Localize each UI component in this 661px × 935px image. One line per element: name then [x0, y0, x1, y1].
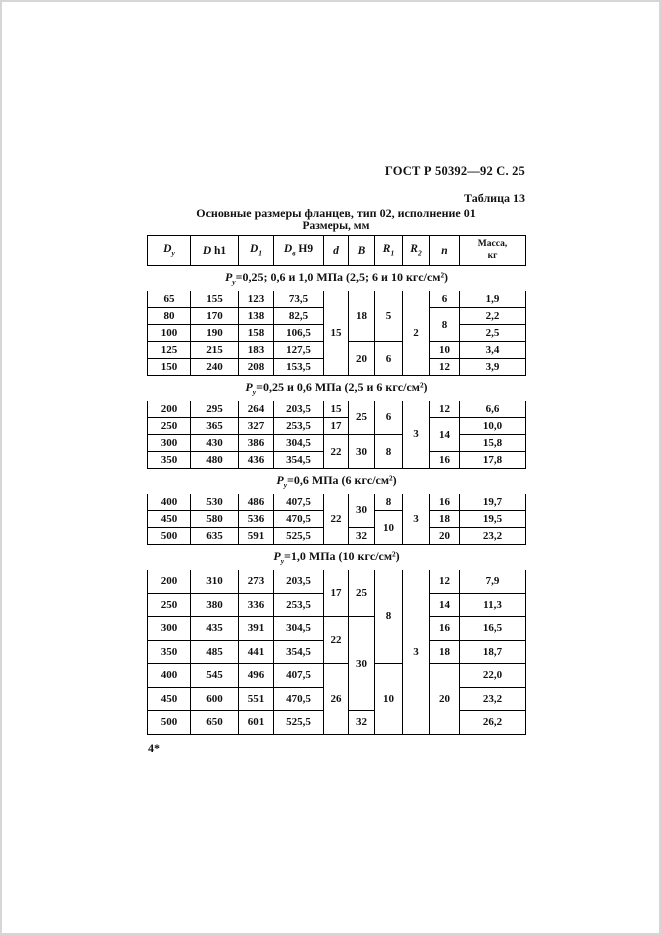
table-row	[148, 494, 526, 511]
table-cell: 32	[349, 711, 375, 735]
table-cell: 400	[148, 494, 191, 511]
table-cell: 190	[191, 325, 239, 342]
table-cell: 170	[191, 308, 239, 325]
table-cell: 300	[148, 617, 191, 641]
table-cell: 2,5	[460, 325, 526, 342]
table-cell: 17	[324, 570, 349, 617]
table-cell: 16	[430, 617, 460, 641]
table-cell: 580	[191, 511, 239, 528]
table-cell: 480	[191, 452, 239, 469]
table-row	[148, 570, 526, 594]
table-cell: 16,5	[460, 617, 526, 641]
table-cell: 400	[148, 664, 191, 688]
table-cell: 525,5	[274, 711, 324, 735]
table-cell: 82,5	[274, 308, 324, 325]
table-cell: 525,5	[274, 528, 324, 545]
table-cell: 30	[349, 494, 375, 528]
table-cell: 22	[324, 435, 349, 469]
table-cell: 20	[430, 528, 460, 545]
table-cell: 310	[191, 570, 239, 594]
table-cell: 470,5	[274, 687, 324, 711]
table-cell: 200	[148, 401, 191, 418]
table-cell: 386	[239, 435, 274, 452]
table-cell: 253,5	[274, 593, 324, 617]
table-cell: 5	[375, 291, 403, 342]
table-cell: 183	[239, 342, 274, 359]
table-cell: 22	[324, 617, 349, 664]
table-row	[148, 418, 526, 435]
table-cell: 500	[148, 528, 191, 545]
table-cell: 19,5	[460, 511, 526, 528]
table-cell: 300	[148, 435, 191, 452]
column-header: B	[349, 236, 375, 266]
table-cell: 240	[191, 359, 239, 376]
table-cell: 8	[375, 494, 403, 511]
section-title-row	[148, 376, 526, 401]
table-cell: 591	[239, 528, 274, 545]
table-cell: 26,2	[460, 711, 526, 735]
table-cell: 106,5	[274, 325, 324, 342]
table-cell: 14	[430, 593, 460, 617]
table-section	[148, 266, 526, 376]
column-header: d	[324, 236, 349, 266]
table-cell: 430	[191, 435, 239, 452]
table-cell: 158	[239, 325, 274, 342]
table-cell: 17,8	[460, 452, 526, 469]
table-cell: 8	[375, 435, 403, 469]
section-title-row	[148, 469, 526, 494]
table-cell: 6	[375, 342, 403, 376]
table-cell: 295	[191, 401, 239, 418]
table-cell: 1,9	[460, 291, 526, 308]
table-cell: 16	[430, 452, 460, 469]
table-cell: 253,5	[274, 418, 324, 435]
table-cell: 11,3	[460, 593, 526, 617]
section-title: $P_у=0,25$; 0,6 и 1,0 МПа (2,5; 6 и 10 кгс/см²)	[224, 270, 449, 287]
table-cell: 250	[148, 593, 191, 617]
table-cell: 3	[403, 401, 430, 469]
table-cell: 10	[375, 511, 403, 545]
section-title: $P_у=0,6$ МПа (6 кгс/см²)	[276, 473, 397, 490]
table-cell: 22,0	[460, 664, 526, 688]
column-header: D h1	[191, 236, 239, 266]
table-header	[148, 236, 526, 266]
table-cell: 18,7	[460, 640, 526, 664]
signature-mark: 4*	[148, 741, 160, 755]
table-cell: 3,9	[460, 359, 526, 376]
table-cell: 354,5	[274, 640, 324, 664]
table-cell: 123	[239, 291, 274, 308]
document-reference: ГОСТ Р 50392—92 С. 25	[384, 164, 525, 178]
table-row	[148, 664, 526, 688]
section-title-row	[148, 266, 526, 291]
table-section	[148, 469, 526, 545]
table-cell: 18	[430, 511, 460, 528]
table-cell: 380	[191, 593, 239, 617]
table-cell: 10	[430, 342, 460, 359]
table-cell: 600	[191, 687, 239, 711]
table-row	[148, 435, 526, 452]
table-cell: 3	[403, 570, 430, 735]
table-cell: 15	[324, 291, 349, 376]
dimensions-table	[147, 235, 526, 735]
table-section	[148, 545, 526, 735]
table-cell: 486	[239, 494, 274, 511]
table-cell: 264	[239, 401, 274, 418]
column-header: $D_в$ H9	[274, 236, 324, 266]
table-cell: 327	[239, 418, 274, 435]
table-cell: 12	[430, 359, 460, 376]
table-cell: 25	[349, 401, 375, 435]
table-section	[148, 376, 526, 469]
table-cell: 601	[239, 711, 274, 735]
table-number-label: Таблица 13	[464, 191, 525, 205]
table-cell: 635	[191, 528, 239, 545]
table-cell: 215	[191, 342, 239, 359]
table-cell: 2,2	[460, 308, 526, 325]
section-title-row	[148, 545, 526, 570]
table-cell: 6	[430, 291, 460, 308]
table-cell: 65	[148, 291, 191, 308]
table-cell: 150	[148, 359, 191, 376]
table-cell: 304,5	[274, 435, 324, 452]
table-cell: 407,5	[274, 494, 324, 511]
table-cell: 18	[430, 640, 460, 664]
table-cell: 80	[148, 308, 191, 325]
column-header: $D_1$	[239, 236, 274, 266]
table-cell: 10,0	[460, 418, 526, 435]
table-cell: 273	[239, 570, 274, 594]
column-header: $D_у$	[148, 236, 191, 266]
column-header: $R_2$	[403, 236, 430, 266]
table-cell: 15,8	[460, 435, 526, 452]
table-cell: 450	[148, 687, 191, 711]
table-row	[148, 401, 526, 418]
table-cell: 545	[191, 664, 239, 688]
table-cell: 15	[324, 401, 349, 418]
table-cell: 138	[239, 308, 274, 325]
table-cell: 155	[191, 291, 239, 308]
table-cell: 19,7	[460, 494, 526, 511]
table-cell: 17	[324, 418, 349, 435]
table-cell: 496	[239, 664, 274, 688]
table-cell: 23,2	[460, 687, 526, 711]
table-cell: 6,6	[460, 401, 526, 418]
table-cell: 530	[191, 494, 239, 511]
table-cell: 336	[239, 593, 274, 617]
table-cell: 304,5	[274, 617, 324, 641]
table-cell: 500	[148, 711, 191, 735]
table-cell: 153,5	[274, 359, 324, 376]
table-cell: 435	[191, 617, 239, 641]
page-title: Основные размеры фланцев, тип 02, исполнение 01	[196, 206, 476, 220]
table-cell: 536	[239, 511, 274, 528]
table-cell: 25	[349, 570, 375, 617]
table-cell: 200	[148, 570, 191, 594]
table-cell: 73,5	[274, 291, 324, 308]
table-cell: 203,5	[274, 401, 324, 418]
table-cell: 470,5	[274, 511, 324, 528]
table-cell: 391	[239, 617, 274, 641]
table-cell: 436	[239, 452, 274, 469]
table-cell: 551	[239, 687, 274, 711]
column-header: n	[430, 236, 460, 266]
table-cell: 450	[148, 511, 191, 528]
table-cell: 485	[191, 640, 239, 664]
table-cell: 8	[375, 570, 403, 664]
table-cell: 12	[430, 401, 460, 418]
section-title: $P_у=1,0$ МПа (10 кгс/см²)	[273, 549, 400, 566]
table-cell: 350	[148, 452, 191, 469]
table-cell: 23,2	[460, 528, 526, 545]
table-cell: 7,9	[460, 570, 526, 594]
table-cell: 350	[148, 640, 191, 664]
section-title: $P_у=0,25$ и 0,6 МПа (2,5 и 6 кгс/см²)	[245, 380, 428, 397]
table-cell: 125	[148, 342, 191, 359]
table-cell: 650	[191, 711, 239, 735]
table-cell: 30	[349, 435, 375, 469]
table-cell: 10	[375, 664, 403, 735]
column-header: Масса, кг	[460, 236, 526, 266]
table-cell: 354,5	[274, 452, 324, 469]
table-cell: 18	[349, 291, 375, 342]
table-cell: 12	[430, 570, 460, 594]
table-row	[148, 291, 526, 308]
table-cell: 8	[430, 308, 460, 342]
table-cell: 365	[191, 418, 239, 435]
header-row	[148, 236, 526, 266]
table-cell: 6	[375, 401, 403, 435]
table-cell: 208	[239, 359, 274, 376]
table-cell: 203,5	[274, 570, 324, 594]
table-cell: 250	[148, 418, 191, 435]
table-cell: 30	[349, 617, 375, 711]
table-cell: 20	[349, 342, 375, 376]
page-subtitle: Размеры, мм	[302, 220, 370, 232]
table-cell: 20	[430, 664, 460, 735]
table-row	[148, 617, 526, 641]
table-cell: 32	[349, 528, 375, 545]
table-cell: 3	[403, 494, 430, 545]
table-cell: 127,5	[274, 342, 324, 359]
table-cell: 14	[430, 418, 460, 452]
table-cell: 3,4	[460, 342, 526, 359]
table-cell: 2	[403, 291, 430, 376]
table-cell: 26	[324, 664, 349, 735]
column-header: $R_1$	[375, 236, 403, 266]
table-cell: 16	[430, 494, 460, 511]
table-cell: 407,5	[274, 664, 324, 688]
table-cell: 441	[239, 640, 274, 664]
table-cell: 22	[324, 494, 349, 545]
table-cell: 100	[148, 325, 191, 342]
